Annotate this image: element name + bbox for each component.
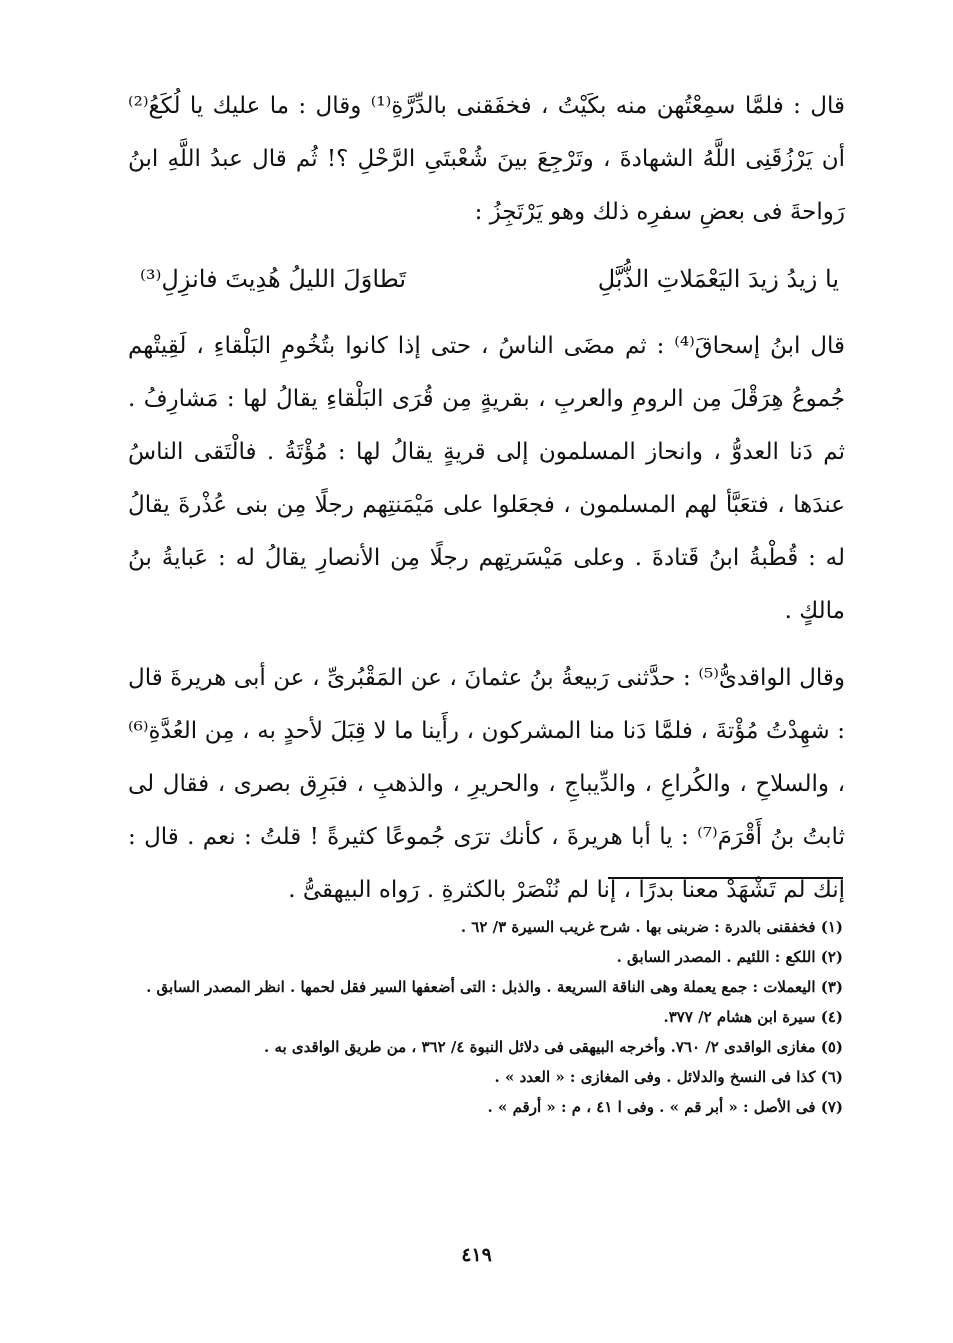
- page-number: ٤١٩: [461, 1244, 492, 1266]
- footnote-separator: [608, 877, 843, 879]
- verse-second-hemistich: تَطاوَلَ الليلُ هُدِيتَ فانزِلِ⁽³⁾: [140, 265, 407, 293]
- paragraph-2: قال ابنُ إسحاقَ⁽⁴⁾ : ثم مضَى الناسُ ، حتى إذا كانوا بتُخُومِ البَلْقاءِ ، لَقِيتْهم جُموعُ هِرَقْلَ مِن الرومِ والعربِ ، بقريةٍ مِن قُرَى البَلْقاءِ يقالُ لها : مَشارِفُ . ثم دَنا العدوُّ ، وانحاز المسلمون إلى قريةٍ يقالُ لها : مُؤْتَةُ . فالْتَقى الناسُ عندَها ، فتعَبَّأ لهم المسلمون ، فجعَلوا على مَيْمَنتِهم رجلًا مِن بنى عُذْرةَ يقالُ له : قُطْبةُ ابنُ قَتادةَ . وعلى مَيْسَرتِهم رجلًا مِن الأنصارِ يقالُ له : عَبايةُ بنُ مالكٍ .: [128, 333, 845, 624]
- verse-line: [128, 253, 845, 306]
- footnote-6: (٦) كذا فى النسخ والدلائل . وفى المغازى : « العدد » .: [494, 1068, 843, 1086]
- footnote-5: (٥) مغازى الواقدى ٢/ ٧٦٠. وأخرجه البيهقى فى دلائل النبوة ٤/ ٣٦٢ ، من طريق الواقدى به .: [264, 1038, 843, 1056]
- paragraph-3: وقال الواقدىُّ⁽⁵⁾ : حدَّثنى رَبيعةُ بنُ عثمانَ ، عن المَقْبُرىِّ ، عن أبى هريرةَ قال : شهِدْتُ مُؤْتةَ ، فلمَّا دَنا منا المشركون ، رأَينا ما لا قِبَلَ لأحدٍ به ، مِن العُدَّةِ⁽⁶⁾ ، والسلاحِ ، والكُراعِ ، والدِّيباجِ ، والحريرِ ، والذهبِ ، فبَرِق بصرى ، فقال لى ثابتُ بنُ أَقْرَمَ⁽⁷⁾ : يا أبا هريرةَ ، كأنك ترَى جُموعًا كثيرةً ! قلتُ : نعم . قال : إنك لم تَشْهَدْ معنا بدرًا ، إنا لم نُنْصَرْ بالكثرةِ . رَواه البيهقىُّ .: [128, 665, 845, 903]
- paragraph-1: قال : فلمَّا سمِعْتُهن منه بكَيْتُ ، فخفَقنى بالدِّرَّةِ⁽¹⁾ وقال : ما عليك يا لُكَعُ⁽²⁾ أن يَرْزُقَنِى اللَّهُ الشهادةَ ، وتَرْجِعَ بينَ شُعْبتَىِ الرَّحْلِ ؟! ثُم قال عبدُ اللَّهِ ابنُ رَواحةَ فى بعضِ سفرِه ذلك وهو يَرْتَجِزُ :: [128, 93, 845, 225]
- footnote-2: (٢) اللكع : اللئيم . المصدر السابق .: [616, 948, 843, 966]
- footnotes: [128, 912, 843, 1122]
- verse-first-hemistich: يا زيدُ زيدَ اليَعْمَلاتِ الذُّبَّلِ: [597, 265, 839, 293]
- footnote-4: (٤) سيرة ابن هشام ٢/ ٣٧٧.: [663, 1008, 843, 1026]
- footnote-1: (١) فخفقنى بالدرة : ضربنى بها . شرح غريب السيرة ٣/ ٦٢ .: [460, 918, 843, 936]
- main-text: [128, 80, 845, 931]
- footnote-3: (٣) اليعملات : جمع يعملة وهى الناقة السريعة . والذبل : التى أضعفها السير فقل لحمها . انظر المصدر السابق .: [146, 978, 843, 996]
- footnote-7: (٧) فى الأصل : « أبر قم » . وفى ا ٤١ ، م : « أرقم » .: [487, 1098, 843, 1116]
